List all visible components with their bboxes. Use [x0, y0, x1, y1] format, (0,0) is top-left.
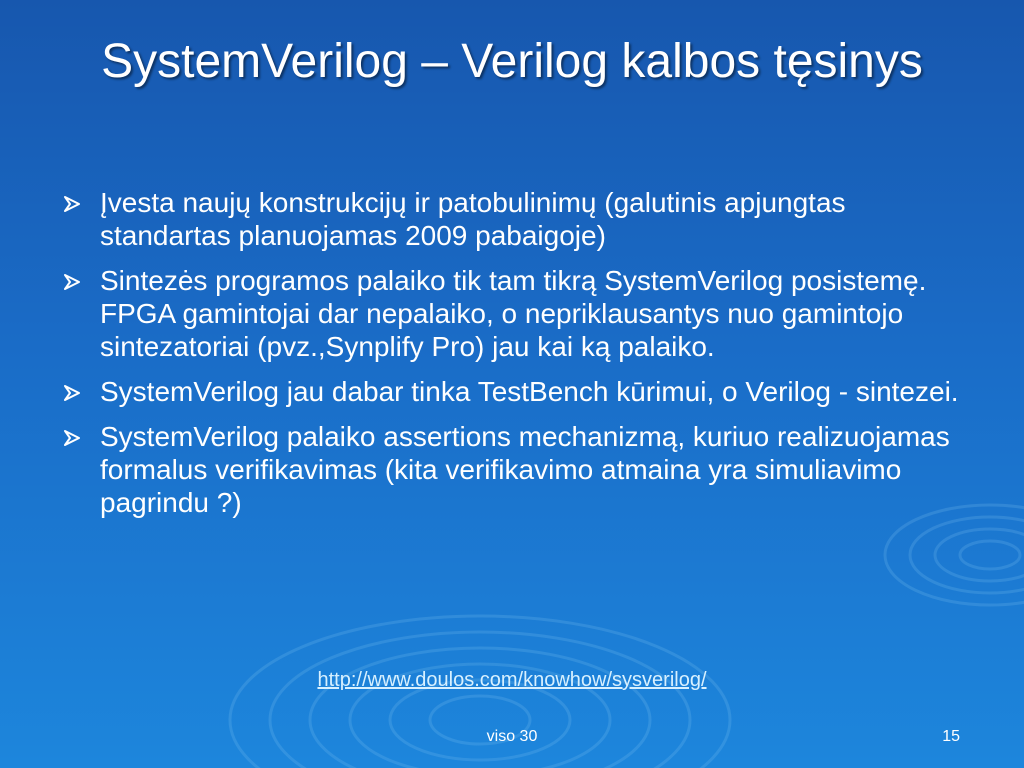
bullet-list: [62, 186, 962, 531]
slide-number: 15: [942, 728, 960, 745]
bullet-item: [62, 420, 962, 519]
bullet-item: [62, 264, 962, 363]
reference-link[interactable]: http://www.doulos.com/knowhow/sysverilog/: [317, 669, 707, 691]
arrow-bullet-icon: [62, 195, 84, 213]
arrow-bullet-icon: [62, 429, 84, 447]
link-row: [0, 668, 1024, 692]
bullet-text: Sintezės programos palaiko tik tam tikrą SystemVerilog posistemę. FPGA gamintojai dar nepalaiko, o nepriklausantys nuo gamintojo sintezatoriai (pvz.,Synplify Pro) jau kai ką palaiko.: [100, 265, 927, 362]
bullet-item: [62, 375, 962, 408]
arrow-bullet-icon: [62, 273, 84, 291]
footer-total-slides: viso 30: [486, 728, 538, 745]
bullet-text: SystemVerilog jau dabar tinka TestBench kūrimui, o Verilog - sintezei.: [100, 376, 959, 407]
arrow-bullet-icon: [62, 384, 84, 402]
bullet-text: Įvesta naujų konstrukcijų ir patobulinimų (galutinis apjungtas standartas planuojamas 2009 pabaigoje): [100, 187, 846, 251]
slide-title: SystemVerilog – Verilog kalbos tęsinys: [101, 35, 923, 88]
bullet-item: [62, 186, 962, 252]
bullet-text: SystemVerilog palaiko assertions mechanizmą, kuriuo realizuojamas formalus verifikavimas (kita verifikavimo atmaina yra simuliavimo pagrindu ?): [100, 421, 950, 518]
